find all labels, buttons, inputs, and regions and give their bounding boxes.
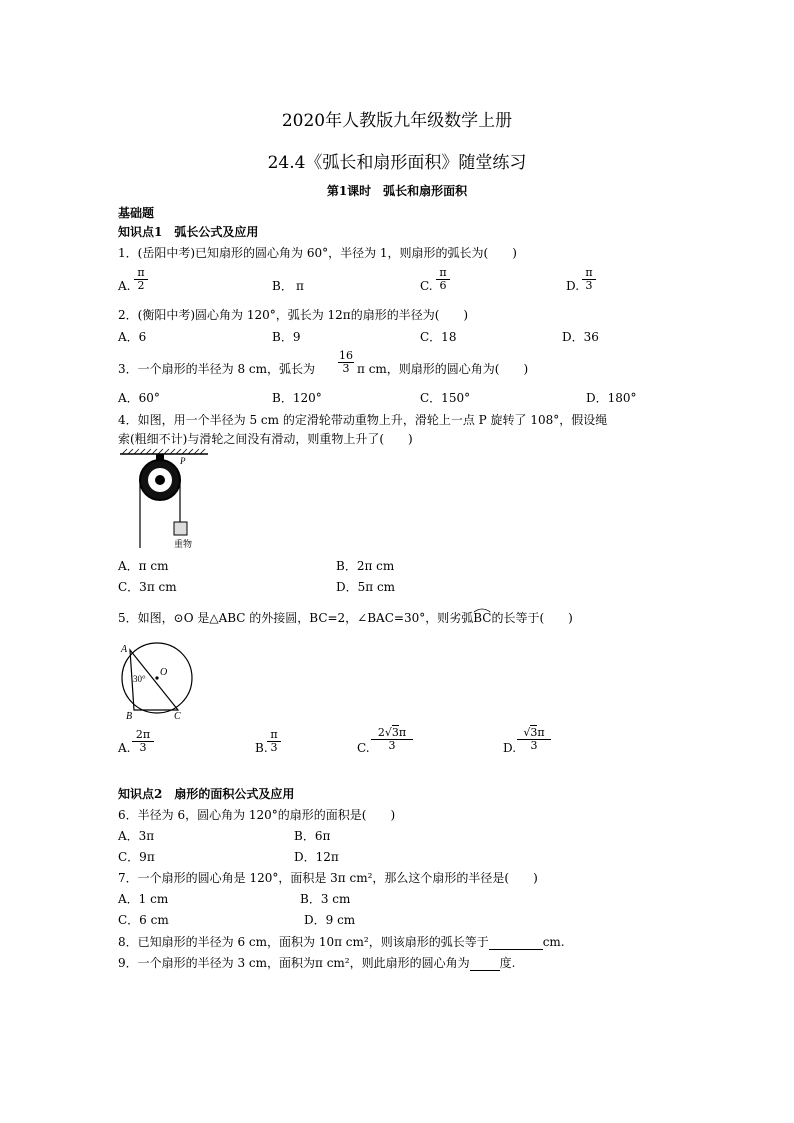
q5-c-denominator: 3 <box>371 739 413 752</box>
q7-option-d: D．9 cm <box>304 913 356 927</box>
q8-answer-blank[interactable] <box>489 933 543 950</box>
q1-option-b-value: π <box>296 279 304 293</box>
fig-label-weight: 重物 <box>174 540 193 550</box>
sqrt-icon: √ <box>384 726 392 739</box>
q7-option-a: A．1 cm <box>118 892 169 906</box>
q4-option-b: B．2π cm <box>336 559 395 573</box>
q1-d-numerator: π <box>585 266 593 279</box>
q1-a-denominator: 2 <box>134 279 148 292</box>
q6-option-b: B．6π <box>294 829 331 843</box>
q5-c-radicand: 3 <box>391 726 399 739</box>
q9-stem-end: 度. <box>499 956 516 970</box>
arc-mark-icon <box>473 607 491 613</box>
question-7-stem: 7．一个扇形的圆心角是 120°，面积是 3π cm²，那么这个扇形的半径是( ) <box>118 871 538 885</box>
question-9 <box>118 954 515 971</box>
q5-b-denominator: 3 <box>267 741 281 754</box>
q8-stem-start: 8．已知扇形的半径为 6 cm，面积为 10π cm²，则该扇形的弧长等于 <box>118 935 489 949</box>
q5-c-pi: π <box>398 726 407 739</box>
q1-a-numerator: π <box>137 266 145 279</box>
knowledge-point-1: 知识点1 弧长公式及应用 <box>118 225 259 239</box>
q5-c-coef: 2 <box>377 726 385 739</box>
doc-title: 2020年人教版九年级数学上册 <box>281 111 513 131</box>
doc-subtitle: 24.4《弧长和扇形面积》随堂练习 <box>267 153 527 173</box>
knowledge-point-2: 知识点2 扇形的面积公式及应用 <box>118 787 295 801</box>
q9-stem-start: 9．一个扇形的半径为 3 cm，面积为π cm²，则此扇形的圆心角为 <box>118 956 470 970</box>
q6-option-c: C．9π <box>118 850 155 864</box>
fig-point-c: C <box>174 711 181 721</box>
q1-option-a-fraction <box>134 267 148 292</box>
q5-d-pi: π <box>537 726 545 739</box>
q5-a-numerator: 2π <box>135 728 151 741</box>
q1-c-numerator: π <box>439 266 447 279</box>
q5-d-radicand: 3 <box>530 726 538 739</box>
question-3-stem-start: 3．一个扇形的半径为 8 cm，弧长为 <box>118 362 315 376</box>
q1-c-denominator: 6 <box>436 279 450 292</box>
question-8 <box>118 933 565 950</box>
q5-arc-bc: BC <box>473 611 491 625</box>
q5-option-b-fraction <box>267 729 281 754</box>
q3-frac-numerator: 16 <box>339 349 353 362</box>
question-1-stem: 1．(岳阳中考)已知扇形的圆心角为 60°，半径为 1，则扇形的弧长为( ) <box>118 246 517 260</box>
q2-option-d: D．36 <box>562 330 599 344</box>
q3-arc-fraction <box>338 350 354 375</box>
q3-option-a: A．60° <box>118 391 160 405</box>
q6-option-d: D．12π <box>294 850 339 864</box>
fig-point-a: A <box>121 644 128 655</box>
question-4-stem-line1: 4．如图，用一个半径为 5 cm 的定滑轮带动重物上升，滑轮上一点 P 旋转了 108°，假设绳 <box>118 413 608 427</box>
q1-option-c-label: C. <box>420 279 433 293</box>
q6-option-a: A．3π <box>118 829 155 843</box>
q8-stem-end: cm. <box>542 935 565 949</box>
question-6-stem: 6．半径为 6，圆心角为 120°的扇形的面积是( ) <box>118 808 396 822</box>
q5-stem-end: 的长等于( ) <box>491 611 573 625</box>
q9-answer-blank[interactable] <box>470 954 500 971</box>
q3-option-c: C．150° <box>420 391 471 405</box>
q5-option-d-label: D. <box>503 741 517 755</box>
q4-option-a: A．π cm <box>118 559 169 573</box>
q5-option-d-fraction <box>517 727 551 752</box>
question-5-stem <box>118 610 573 626</box>
fig-point-b: B <box>126 711 133 721</box>
q1-d-denominator: 3 <box>582 279 596 292</box>
q5-option-a-label: A. <box>118 741 131 755</box>
question-3-stem-end: π cm，则扇形的圆心角为( ) <box>357 362 529 376</box>
lesson-title: 第1课时 弧长和扇形面积 <box>326 184 468 198</box>
q1-option-b-label: B． <box>272 279 293 293</box>
q5-option-b-label: B. <box>255 741 268 755</box>
q4-option-d: D．5π cm <box>336 580 396 594</box>
q1-option-d-label: D. <box>566 279 580 293</box>
q5-d-numerator <box>517 727 551 739</box>
sqrt-icon: √ <box>523 726 531 739</box>
question-4-stem-line2: 索(粗细不计)与滑轮之间没有滑动，则重物上升了( ) <box>118 432 413 446</box>
q3-option-b: B．120° <box>272 391 322 405</box>
q5-c-numerator <box>371 727 413 739</box>
fig-angle-label: 30° <box>133 674 146 684</box>
q5-b-numerator: π <box>270 728 278 741</box>
section-heading: 基础题 <box>118 206 155 220</box>
q1-option-a-label: A. <box>118 279 131 293</box>
q5-option-c-label: C. <box>357 741 370 755</box>
question-2-stem: 2．(衡阳中考)圆心角为 120°，弧长为 12π的扇形的半径为( ) <box>118 308 469 322</box>
q4-option-c: C．3π cm <box>118 580 177 594</box>
q5-option-a-fraction <box>132 729 154 754</box>
q5-d-denominator: 3 <box>517 739 551 752</box>
q5-option-c-fraction <box>371 727 413 752</box>
q2-option-b: B．9 <box>272 330 301 344</box>
q2-option-c: C．18 <box>420 330 457 344</box>
q3-frac-denominator: 3 <box>338 362 354 375</box>
pulley-figure <box>118 448 218 552</box>
circumcircle-figure <box>116 641 198 721</box>
fig-point-o: O <box>160 667 168 678</box>
fig-label-p: P <box>180 456 186 466</box>
q1-option-c-fraction <box>436 267 450 292</box>
q7-option-b: B．3 cm <box>300 892 351 906</box>
q2-option-a: A．6 <box>118 330 147 344</box>
q3-option-d: D．180° <box>586 391 637 405</box>
q7-option-c: C．6 cm <box>118 913 169 927</box>
q5-a-denominator: 3 <box>132 741 154 754</box>
q1-option-d-fraction <box>582 267 596 292</box>
q5-stem-start: 5．如图，⊙O 是△ABC 的外接圆，BC=2，∠BAC=30°，则劣弧 <box>118 611 474 625</box>
